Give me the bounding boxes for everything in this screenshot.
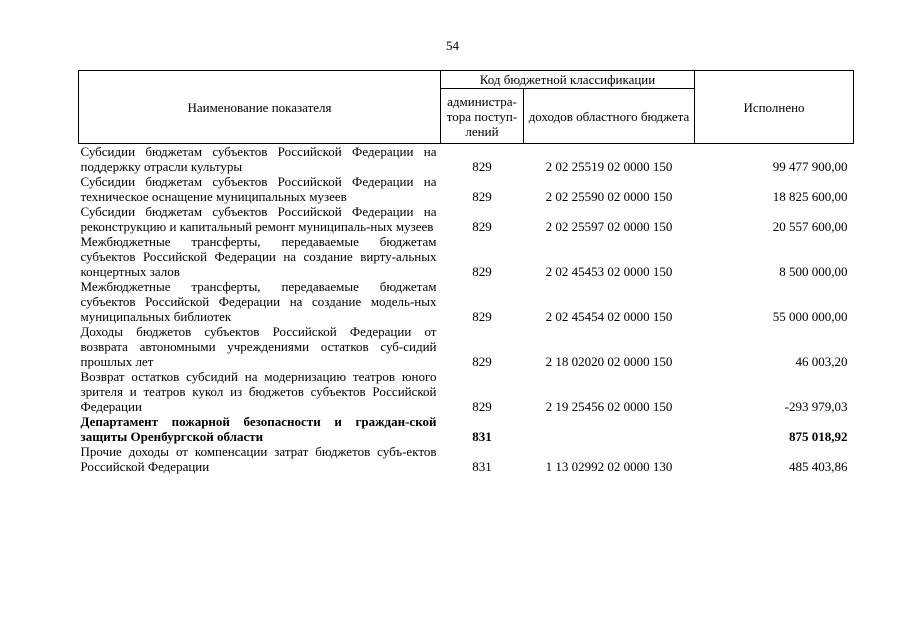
row-executed: 46 003,20 xyxy=(795,354,848,369)
row-name: Субсидии бюджетам субъектов Российской Федерации на поддержку отрасли культуры xyxy=(80,144,437,174)
row-admin-code: 829 xyxy=(472,399,492,414)
table-row xyxy=(79,324,854,369)
row-executed: 20 557 600,00 xyxy=(772,219,848,234)
table-header xyxy=(79,71,854,144)
row-income-code: 2 02 25519 02 0000 150 xyxy=(545,159,673,174)
table-row-department xyxy=(79,414,854,444)
row-income-code: 2 02 25590 02 0000 150 xyxy=(545,189,673,204)
table-row xyxy=(79,144,854,175)
header-income: доходов областного бюджета xyxy=(524,89,695,144)
row-name: Субсидии бюджетам субъектов Российской Федерации на техническое оснащение муниципальных музеев xyxy=(80,174,437,204)
table-row xyxy=(79,369,854,414)
row-admin-code: 829 xyxy=(472,159,492,174)
row-name: Межбюджетные трансферты, передаваемые бюджетам субъектов Российской Федерации на создание вирту-альных концертных залов xyxy=(80,234,437,279)
row-executed: -293 979,03 xyxy=(784,399,848,414)
row-income-code: 2 18 02020 02 0000 150 xyxy=(545,354,673,369)
row-admin-code: 829 xyxy=(472,264,492,279)
row-admin-code: 829 xyxy=(472,189,492,204)
row-income-code: 2 02 45453 02 0000 150 xyxy=(545,264,673,279)
row-admin-code: 829 xyxy=(472,219,492,234)
row-admin-code: 829 xyxy=(472,354,492,369)
table-row xyxy=(79,444,854,474)
row-executed: 18 825 600,00 xyxy=(772,189,848,204)
row-executed: 8 500 000,00 xyxy=(779,264,848,279)
row-admin-code: 831 xyxy=(472,459,492,474)
row-income-code xyxy=(524,414,695,444)
table-body xyxy=(79,144,854,475)
page-number: 54 xyxy=(446,38,459,53)
row-income-code: 2 02 25597 02 0000 150 xyxy=(545,219,673,234)
budget-table xyxy=(78,70,854,474)
row-name: Доходы бюджетов субъектов Российской Федерации от возврата автономными учреждениями остатков суб-сидий прошлых лет xyxy=(80,324,437,369)
header-executed: Исполнено xyxy=(695,71,854,144)
row-name: Субсидии бюджетам субъектов Российской Федерации на реконструкцию и капитальный ремонт муниципаль-ных музеев xyxy=(80,204,437,234)
row-admin-code: 829 xyxy=(472,309,492,324)
header-admin: администра-тора поступ-лений xyxy=(441,89,524,144)
row-admin-code: 831 xyxy=(472,429,492,444)
header-classification-group: Код бюджетной классификации xyxy=(441,71,695,89)
row-executed: 99 477 900,00 xyxy=(772,159,848,174)
row-name: Возврат остатков субсидий на модернизацию театров юного зрителя и театров кукол из бюджетов субъектов Российской Федерации xyxy=(80,369,437,414)
row-income-code: 2 02 45454 02 0000 150 xyxy=(545,309,673,324)
row-name: Прочие доходы от компенсации затрат бюджетов субъ-ектов Российской Федерации xyxy=(80,444,437,474)
table-row xyxy=(79,234,854,279)
table-row xyxy=(79,174,854,204)
row-executed: 485 403,86 xyxy=(789,459,848,474)
row-executed: 875 018,92 xyxy=(789,429,848,444)
row-income-code: 1 13 02992 02 0000 130 xyxy=(545,459,673,474)
header-name: Наименование показателя xyxy=(79,71,441,144)
table-row xyxy=(79,204,854,234)
row-income-code: 2 19 25456 02 0000 150 xyxy=(545,399,673,414)
row-name: Департамент пожарной безопасности и граждан-ской защиты Оренбургской области xyxy=(80,414,437,444)
table-row xyxy=(79,279,854,324)
row-executed: 55 000 000,00 xyxy=(772,309,848,324)
row-name: Межбюджетные трансферты, передаваемые бюджетам субъектов Российской Федерации на создание модель-ных муниципальных библиотек xyxy=(80,279,437,324)
